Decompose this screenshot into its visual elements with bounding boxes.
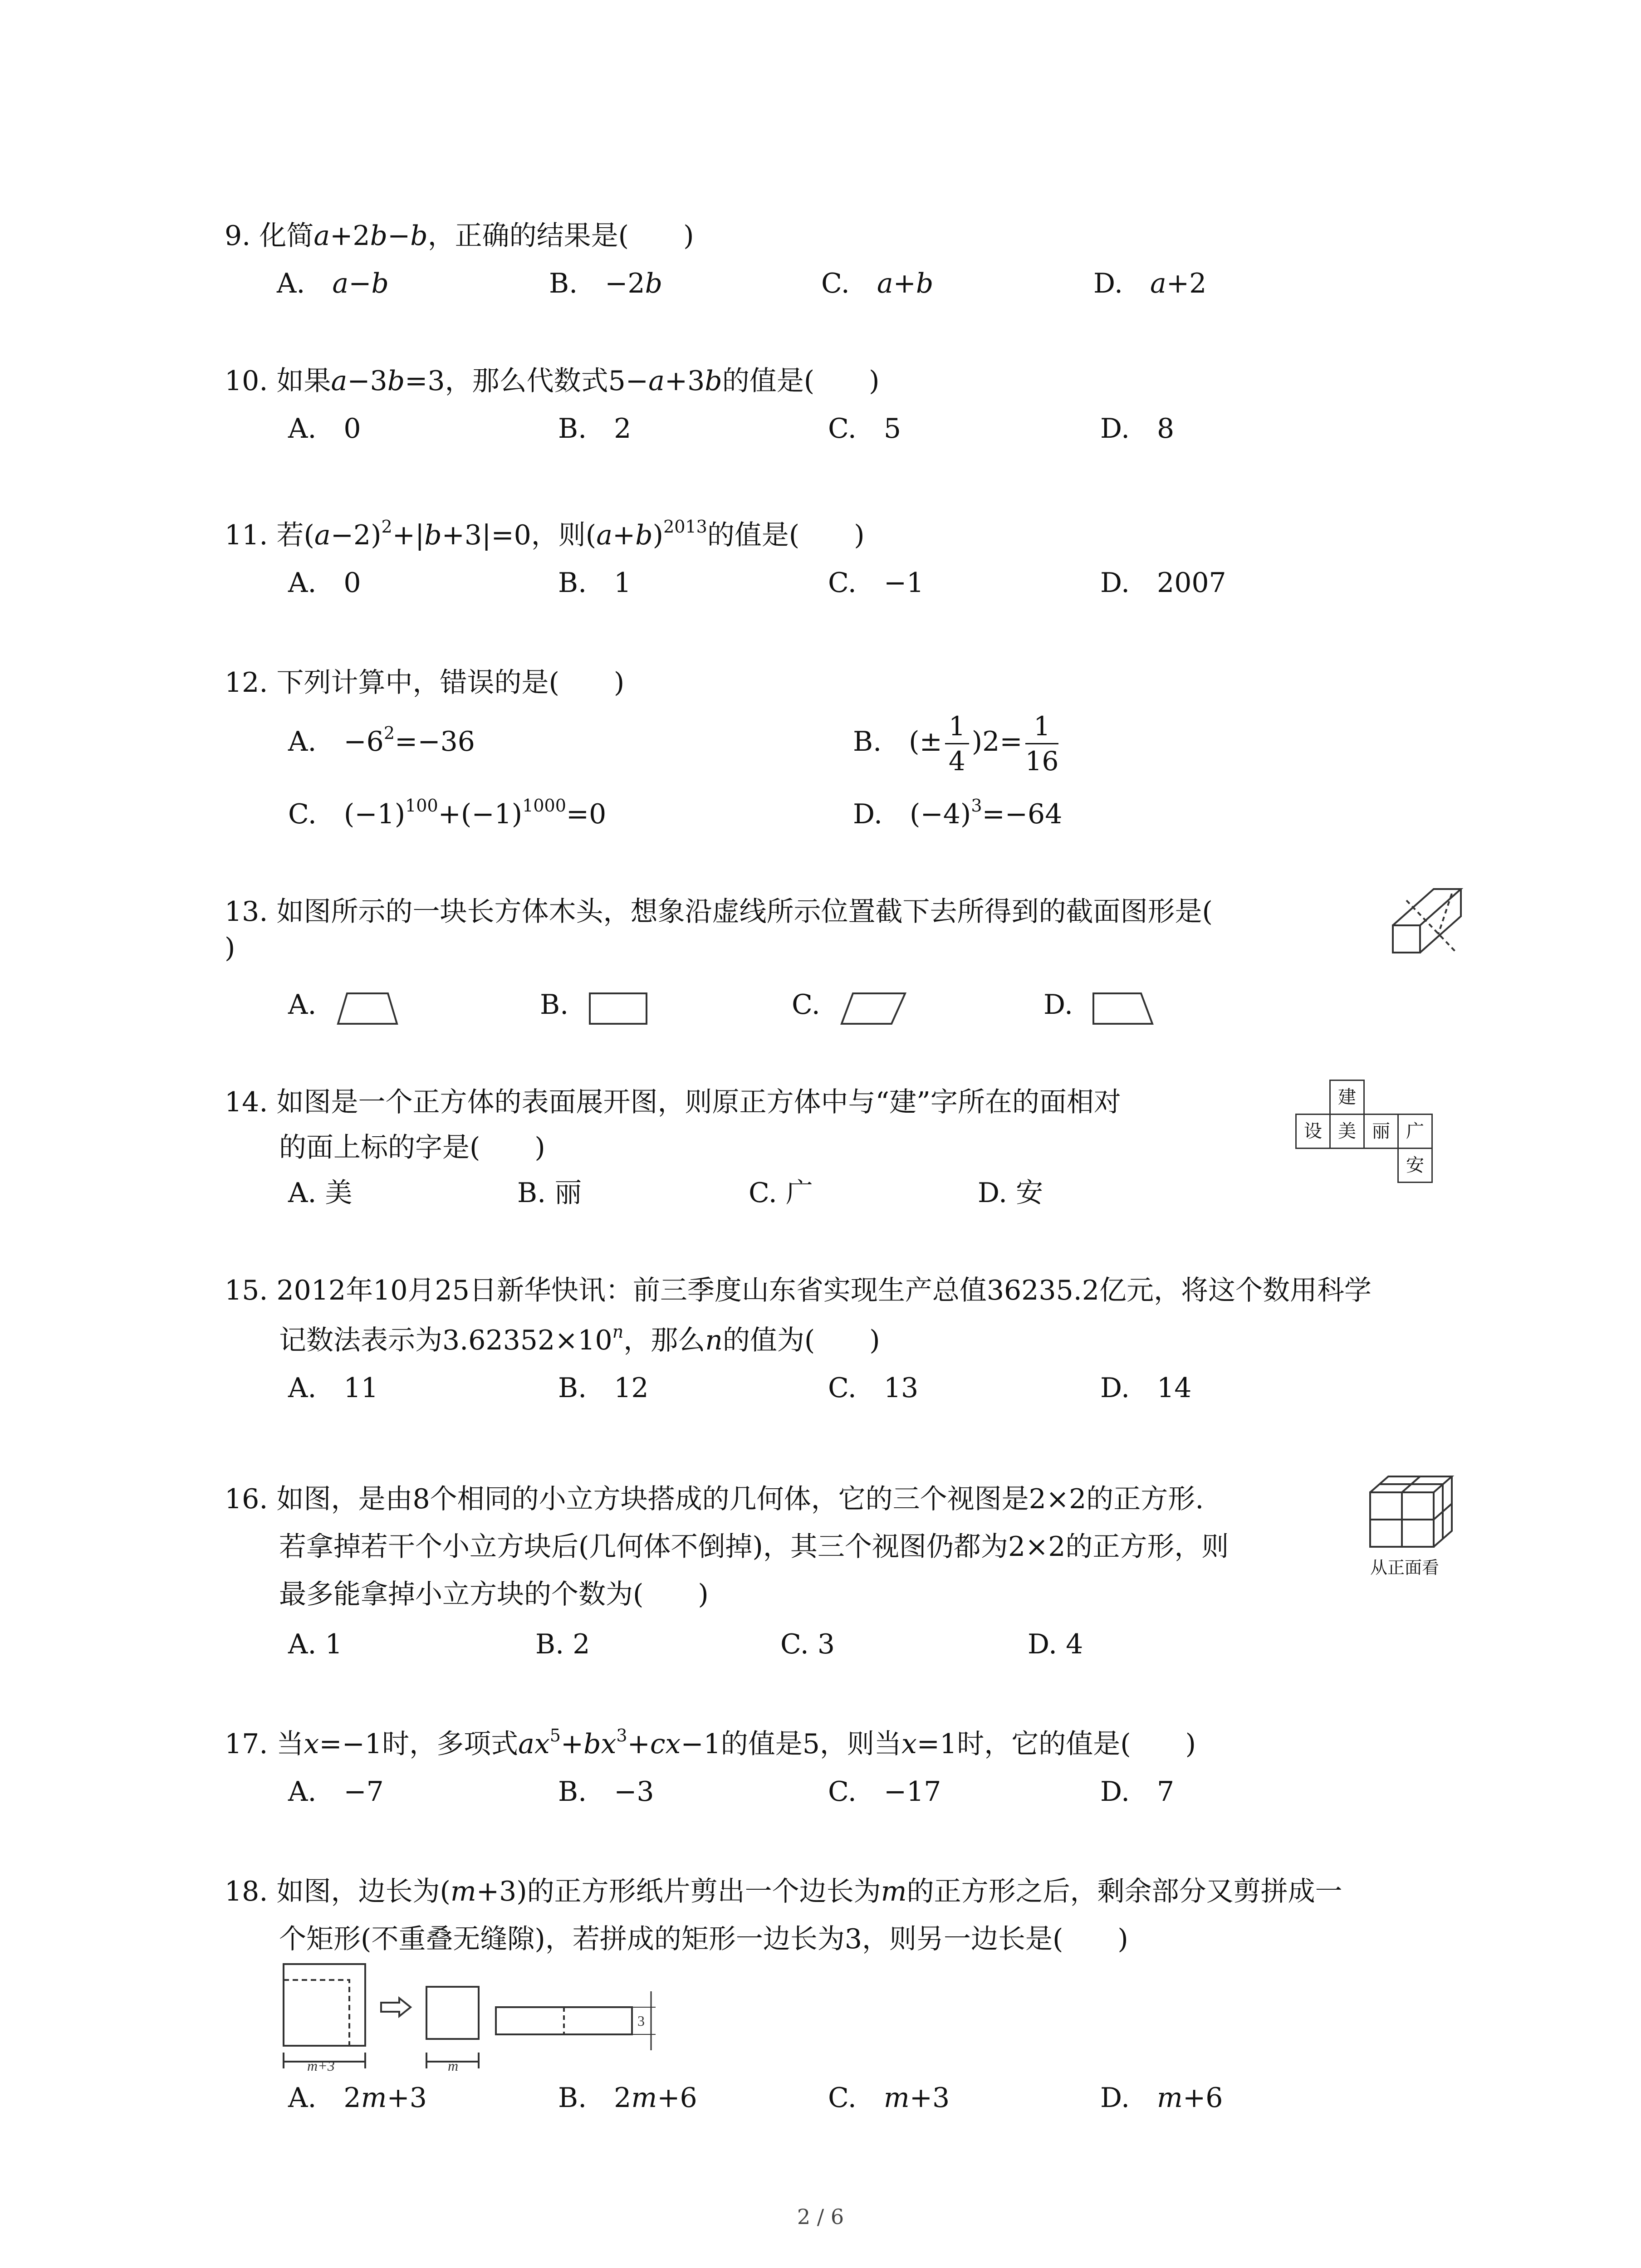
- option-b[interactable]: B. 12: [558, 1372, 649, 1404]
- question-stem: 9. 化简a+2b−b，正确的结果是( ): [225, 220, 694, 252]
- right-trapezoid-icon: [1091, 991, 1155, 1027]
- option-a[interactable]: A. 2m+3: [288, 2082, 427, 2114]
- question-stem: 14. 如图是一个正方体的表面展开图，则原正方体中与“建”字所在的面相对: [225, 1086, 1121, 1118]
- option-c[interactable]: C. −17: [828, 1776, 941, 1808]
- question-stem: 10. 如果a−3b=3，那么代数式5−a+3b的值是( ): [225, 365, 880, 397]
- label-m: m: [448, 2058, 459, 2074]
- option-b[interactable]: B. 2m+6: [558, 2082, 697, 2114]
- option-a[interactable]: A. 11: [288, 1372, 378, 1404]
- question-stem: 15. 2012年10月25日新华快讯：前三季度山东省实现生产总值36235.2亿元，将这个数用科学: [225, 1275, 1372, 1306]
- option-d[interactable]: D. 4: [1028, 1628, 1083, 1660]
- rectangle-icon: [588, 991, 651, 1027]
- option-b[interactable]: B. 1: [558, 567, 632, 599]
- option-d[interactable]: D. $(-4)^3=-64$: [853, 796, 1063, 830]
- option-d[interactable]: D. m+6: [1100, 2082, 1223, 2114]
- net-cell: 设: [1295, 1114, 1331, 1149]
- option-b[interactable]: B. 2: [558, 413, 632, 445]
- option-d[interactable]: D. 2007: [1100, 567, 1226, 599]
- label-3: 3: [637, 2013, 645, 2029]
- square-cut-figure: [279, 1960, 665, 2077]
- option-b[interactable]: B. (± $\frac{1}{4}$ )2= $\frac{1}{16}$: [853, 703, 1061, 780]
- option-b[interactable]: B. −3: [558, 1776, 654, 1808]
- option-c[interactable]: C. 5: [828, 413, 901, 445]
- question-stem-cont: 记数法表示为$3.62352\times 10^n$，那么n的值为( ): [279, 1322, 880, 1356]
- trapezoid-icon: [336, 991, 399, 1027]
- option-c[interactable]: C. a+b: [821, 268, 934, 299]
- figure-caption: 从正面看: [1370, 1558, 1440, 1578]
- option-a[interactable]: A. 0: [288, 413, 361, 445]
- net-cell: 建: [1329, 1080, 1365, 1115]
- option-d[interactable]: D. a+2: [1093, 268, 1207, 299]
- option-a[interactable]: A. 1: [288, 1628, 343, 1660]
- cube-net-figure: [1295, 1080, 1459, 1198]
- question-stem-cont: 最多能拿掉小立方块的个数为( ): [279, 1579, 709, 1610]
- label-m-plus-3: m+3: [307, 2058, 335, 2074]
- option-d[interactable]: D. 安: [978, 1177, 1043, 1209]
- option-c[interactable]: C.: [792, 989, 820, 1021]
- option-b[interactable]: B. −2b: [549, 268, 663, 299]
- question-stem-cont: 若拿掉若干个小立方块后(几何体不倒掉)，其三个视图仍都为2×2的正方形，则: [279, 1531, 1229, 1563]
- question-stem-cont: 个矩形(不重叠无缝隙)，若拼成的矩形一边长为3，则另一边长是( ): [279, 1923, 1128, 1955]
- option-a[interactable]: A. −7: [288, 1776, 384, 1808]
- net-cell: 广: [1397, 1114, 1433, 1149]
- option-c[interactable]: C. m+3: [828, 2082, 950, 2114]
- option-b[interactable]: B. 2: [535, 1628, 590, 1660]
- question-stem: 11. 若$(a-2)^2+|b+3|=0$，则$(a+b)^{2013}$的值是( ): [225, 517, 865, 551]
- page-number: 2 / 6: [797, 2204, 844, 2229]
- option-b[interactable]: B.: [540, 989, 569, 1021]
- option-c[interactable]: C. 3: [780, 1628, 835, 1660]
- option-d[interactable]: D. 8: [1100, 413, 1175, 445]
- option-b[interactable]: B. 丽: [517, 1177, 582, 1209]
- question-stem: 12. 下列计算中，错误的是( ): [225, 667, 625, 699]
- option-c[interactable]: C. −1: [828, 567, 924, 599]
- option-a[interactable]: A. 0: [288, 567, 361, 599]
- net-cell: 美: [1329, 1114, 1365, 1149]
- option-c[interactable]: C. 13: [828, 1372, 919, 1404]
- question-stem: 16. 如图，是由8个相同的小立方块搭成的几何体，它的三个视图是2×2的正方形.: [225, 1483, 1204, 1515]
- option-a[interactable]: A.: [288, 989, 317, 1021]
- option-d[interactable]: D.: [1043, 989, 1073, 1021]
- option-a[interactable]: A. a−b: [277, 268, 389, 299]
- option-c[interactable]: C. 广: [749, 1177, 813, 1209]
- question-stem: 17. 当x=−1时，多项式$ax^5+bx^3+cx-1$的值是5，则当x=1时，它的值是( ): [225, 1725, 1196, 1760]
- cuboid-figure: [1388, 885, 1465, 962]
- option-d[interactable]: D. 14: [1100, 1372, 1192, 1404]
- net-cell: 丽: [1363, 1114, 1399, 1149]
- option-d[interactable]: D. 7: [1100, 1776, 1175, 1808]
- question-stem: 13. 如图所示的一块长方体木头，想象沿虚线所示位置截下去所得到的截面图形是(: [225, 896, 1213, 928]
- question-stem-cont: 的面上标的字是( ): [279, 1132, 545, 1163]
- option-c[interactable]: C. $(-1)^{100}+(-1)^{1000}=0$: [288, 796, 607, 830]
- parallelogram-icon: [839, 991, 907, 1027]
- cube-stack-figure: [1368, 1474, 1459, 1551]
- question-stem-cont: ): [225, 932, 235, 964]
- question-stem: 18. 如图，边长为(m+3)的正方形纸片剪出一个边长为m的正方形之后，剩余部分又剪拼成一: [225, 1876, 1342, 1907]
- option-a[interactable]: A. $-6^2=-36$: [288, 723, 475, 758]
- net-cell: 安: [1397, 1148, 1433, 1183]
- option-a[interactable]: A. 美: [288, 1177, 353, 1209]
